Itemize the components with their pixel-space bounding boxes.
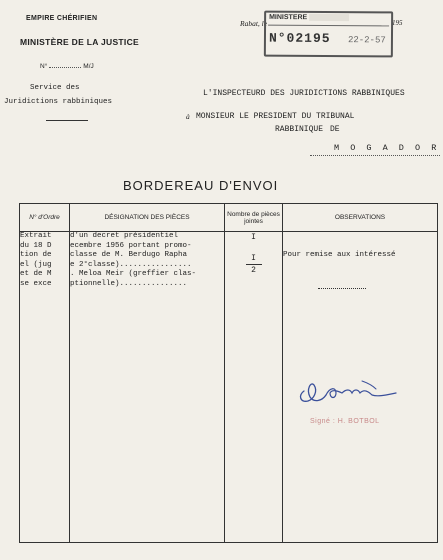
count-total: 2 xyxy=(251,266,256,275)
stamp-faded-area xyxy=(309,14,349,21)
count-column xyxy=(225,232,283,543)
sender-line: L'INSPECTEURD DES JURIDICTIONS RABBINIQUES xyxy=(203,89,405,98)
header-order: N° d'Ordre xyxy=(20,204,70,232)
ministry-label: MINISTÈRE DE LA JUSTICE xyxy=(20,37,139,47)
recipient-de: DE xyxy=(330,125,340,134)
designation-text: d'un decret présidentiel ecembre 1956 portant promo- classe de M. Berdugo Rapha e 2°classe)................ . Meloa Meir (greffier clas- ptionnelle)............... xyxy=(70,232,225,543)
count-item-2: I xyxy=(251,254,256,263)
service-line-2: Juridictions rabbiniques xyxy=(4,98,113,106)
recipient-line-2: RABBINIQUE xyxy=(275,125,324,134)
header-count: Nombre de pièces jointes xyxy=(225,204,283,232)
stamp-number: N°02195 xyxy=(268,30,331,47)
signed-stamp: Signé : H. BOTBOL xyxy=(310,418,380,425)
stamp-rule xyxy=(268,25,389,27)
header-designation: DÉSIGNATION DES PIÈCES xyxy=(70,204,225,232)
order-column-text: Extrait du 18 D tion de el (jug et de M se exce xyxy=(20,232,70,543)
stamp-date: 22-2-57 xyxy=(347,35,386,46)
year-prefix: 195 xyxy=(392,19,403,27)
place-date: Rabat, le xyxy=(240,19,268,28)
stamp-ministry: MINISTERE xyxy=(269,13,308,22)
registration-stamp xyxy=(264,11,393,58)
recipient-a: à xyxy=(186,112,190,121)
stamp-header xyxy=(269,14,349,22)
observation-text: Pour remise aux intéressé xyxy=(283,251,396,260)
table-header-row xyxy=(20,204,438,232)
service-line-1: Service des xyxy=(30,84,80,92)
recipient-line-1: MONSIEUR LE PRESIDENT DU TRIBUNAL xyxy=(196,112,355,121)
reference-prefix: N° xyxy=(40,63,48,70)
reference-suffix: M/J xyxy=(83,63,94,70)
header-observations: OBSERVATIONS xyxy=(283,204,438,232)
service-divider xyxy=(46,120,88,121)
observation-dash xyxy=(318,288,366,289)
city-dotted-line xyxy=(310,155,440,156)
reference-number xyxy=(40,63,94,70)
reference-blank xyxy=(49,67,81,68)
handwritten-signature xyxy=(296,373,406,409)
count-item-1: I xyxy=(251,233,256,242)
document-title: BORDEREAU D'ENVOI xyxy=(123,178,279,193)
empire-label: EMPIRE CHÉRIFIEN xyxy=(26,15,98,22)
recipient-city: M O G A D O R xyxy=(334,143,440,153)
